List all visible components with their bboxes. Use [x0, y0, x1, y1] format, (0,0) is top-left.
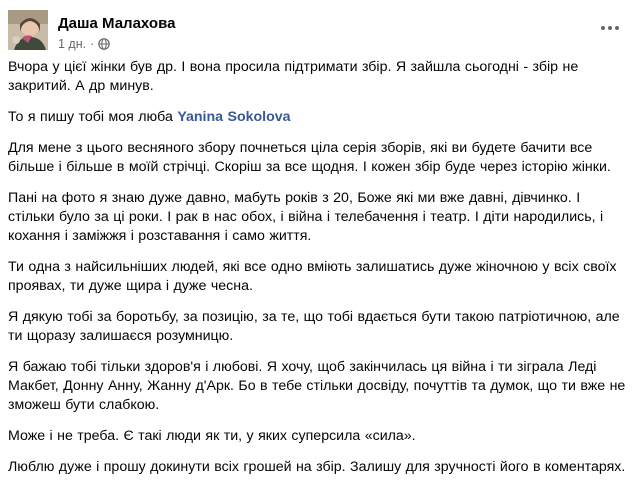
paragraph-2-text: То я пишу тобі моя люба — [8, 109, 178, 125]
avatar-photo — [8, 10, 48, 50]
meta-separator: · — [90, 37, 95, 51]
post-paragraph-3: Для мене з цього весняного збору почнеться ціла серія зборів, які ви будете бачити все більше і більше в моїй стрічці. Скоріш за все щодня. І кожен збір буде через історію жінки. — [8, 140, 611, 175]
post-paragraph-2 — [8, 108, 630, 127]
post-paragraph-1: Вчора у цієї жінки був др. І вона просила підтримати збір. Я зайшла сьогодні - збір не закритий. А др минув. — [8, 59, 579, 94]
post-meta — [58, 37, 110, 51]
post-paragraph-7: Я бажаю тобі тільки здоров'я і любові. Я хочу, щоб закінчилась ця війна і ти зіграла Леді Макбет, Донну Анну, Жанну д'Арк. Бо в тебе стільки досвіду, почуттів та думок, що ти вже не зможеш бути слабкою. — [8, 359, 626, 413]
globe-icon[interactable] — [98, 38, 110, 50]
mention-link[interactable]: Yanina Sokolova — [177, 109, 291, 125]
post-paragraph-8: Може і не треба. Є такі люди як ти, у яких суперсила «сила». — [8, 428, 416, 444]
post-header — [8, 10, 628, 54]
post-paragraph-4: Пані на фото я знаю дуже давно, мабуть років з 20, Боже які ми вже давні, дівчинко. І стільки було за ці роки. І рак в нас обох, і війна і телебачення і театр. І діти народились, і кохання і заміжжя і розставання і само життя. — [8, 190, 604, 244]
post-paragraph-6: Я дякую тобі за боротьбу, за позицію, за те, що тобі вдається бути такою патріотичною, але ти щоразу залишаєся розумницю. — [8, 309, 620, 344]
avatar[interactable] — [8, 10, 48, 50]
post-paragraph-9: Люблю дуже і прошу докинути всіх грошей на збір. Залишу для зручності його в коментарях. — [8, 459, 626, 475]
more-horizontal-icon-dot — [608, 26, 612, 30]
post-paragraph-5: Ти одна з найсильніших людей, які все одно вміють залишатись дуже жіночною у всіх своїх проявах, ти дуже щира і дуже чесна. — [8, 259, 617, 294]
post-timestamp[interactable]: 1 дн. — [58, 37, 87, 51]
author-name[interactable]: Даша Малахова — [58, 15, 176, 32]
more-horizontal-icon-dot — [615, 26, 619, 30]
more-options-button[interactable] — [596, 18, 624, 38]
more-horizontal-icon — [601, 26, 605, 30]
post-body — [8, 58, 630, 489]
